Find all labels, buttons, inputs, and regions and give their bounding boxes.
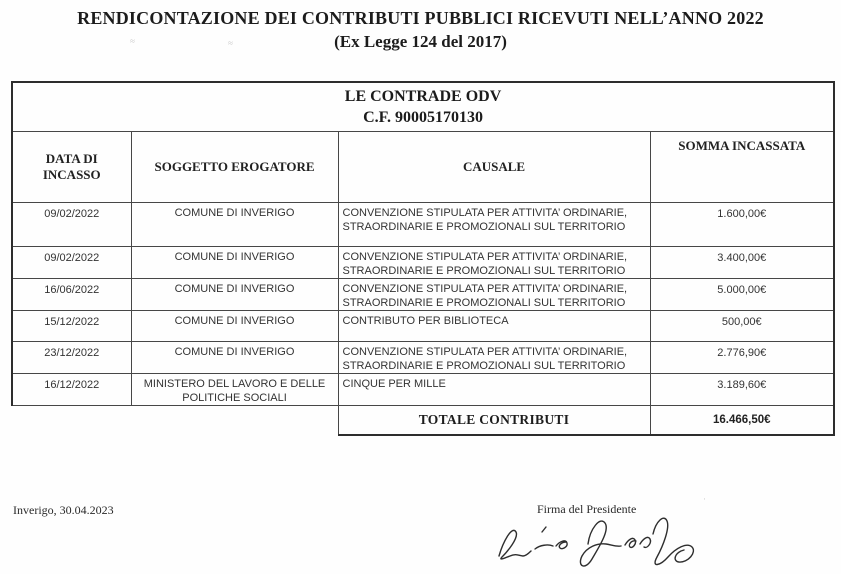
- total-value: 16.466,50€: [650, 406, 834, 435]
- table-row: [12, 279, 834, 311]
- cell-somma: 2.776,90€: [650, 342, 834, 374]
- cell-soggetto: COMUNE DI INVERIGO: [131, 203, 338, 247]
- cell-causale: CONVENZIONE STIPULATA PER ATTIVITA’ ORDINARIE, STRAORDINARIE E PROMOZIONALI SUL TERRITORIO: [338, 279, 650, 311]
- contributions-table: [11, 81, 835, 436]
- cell-somma: 500,00€: [650, 311, 834, 342]
- table-row: [12, 247, 834, 279]
- total-label: TOTALE CONTRIBUTI: [338, 406, 650, 435]
- document-subtitle: (Ex Legge 124 del 2017): [334, 32, 507, 51]
- cell-somma: 1.600,00€: [650, 203, 834, 247]
- cell-causale: CONVENZIONE STIPULATA PER ATTIVITA’ ORDINARIE, STRAORDINARIE E PROMOZIONALI SUL TERRITORIO: [338, 203, 650, 247]
- cell-somma: 3.189,60€: [650, 374, 834, 406]
- table-row: [12, 203, 834, 247]
- cell-data-incasso: 16/12/2022: [12, 374, 131, 406]
- organization-name: LE CONTRADE ODV: [344, 88, 502, 105]
- cell-soggetto: COMUNE DI INVERIGO: [131, 311, 338, 342]
- fiscal-code: C.F. 90005170130: [363, 109, 483, 126]
- cell-soggetto: COMUNE DI INVERIGO: [131, 342, 338, 374]
- table-row: [12, 374, 834, 406]
- cell-data-incasso: 16/06/2022: [12, 279, 131, 311]
- president-signature: [490, 512, 710, 574]
- total-row-spacer: [12, 406, 338, 435]
- cell-soggetto: MINISTERO DEL LAVORO E DELLE POLITICHE SOCIALI: [131, 374, 338, 406]
- table-header-row: [12, 132, 834, 203]
- place-and-date: Inverigo, 30.04.2023: [13, 503, 114, 517]
- cell-soggetto: COMUNE DI INVERIGO: [131, 247, 338, 279]
- cell-causale: CINQUE PER MILLE: [338, 374, 650, 406]
- cell-soggetto: COMUNE DI INVERIGO: [131, 279, 338, 311]
- cell-somma: 3.400,00€: [650, 247, 834, 279]
- signature-label: Firma del Presidente: [537, 502, 637, 516]
- cell-causale: CONVENZIONE STIPULATA PER ATTIVITA’ ORDINARIE, STRAORDINARIE E PROMOZIONALI SUL TERRITORIO: [338, 247, 650, 279]
- cell-causale: CONVENZIONE STIPULATA PER ATTIVITA’ ORDINARIE, STRAORDINARIE E PROMOZIONALI SUL TERRITORIO: [338, 342, 650, 374]
- column-header-causale: CAUSALE: [338, 132, 650, 203]
- cell-data-incasso: 09/02/2022: [12, 203, 131, 247]
- document-title: RENDICONTAZIONE DEI CONTRIBUTI PUBBLICI RICEVUTI NELL’ANNO 2022: [77, 8, 764, 28]
- table-row: [12, 342, 834, 374]
- cell-data-incasso: 23/12/2022: [12, 342, 131, 374]
- scan-artifact: ·: [703, 494, 706, 504]
- column-header-data-incasso: DATA DI INCASSO: [12, 132, 131, 203]
- total-row: [12, 406, 834, 435]
- document-header: [0, 6, 841, 53]
- cell-data-incasso: 15/12/2022: [12, 311, 131, 342]
- table-row: [12, 311, 834, 342]
- cell-data-incasso: 09/02/2022: [12, 247, 131, 279]
- cell-somma: 5.000,00€: [650, 279, 834, 311]
- scan-artifact: ≈: [228, 38, 233, 48]
- scan-artifact: ≈: [130, 36, 135, 46]
- company-row: [12, 82, 834, 132]
- column-header-somma: SOMMA INCASSATA: [650, 132, 834, 203]
- company-cell: [12, 82, 834, 132]
- cell-causale: CONTRIBUTO PER BIBLIOTECA: [338, 311, 650, 342]
- column-header-soggetto: SOGGETTO EROGATORE: [131, 132, 338, 203]
